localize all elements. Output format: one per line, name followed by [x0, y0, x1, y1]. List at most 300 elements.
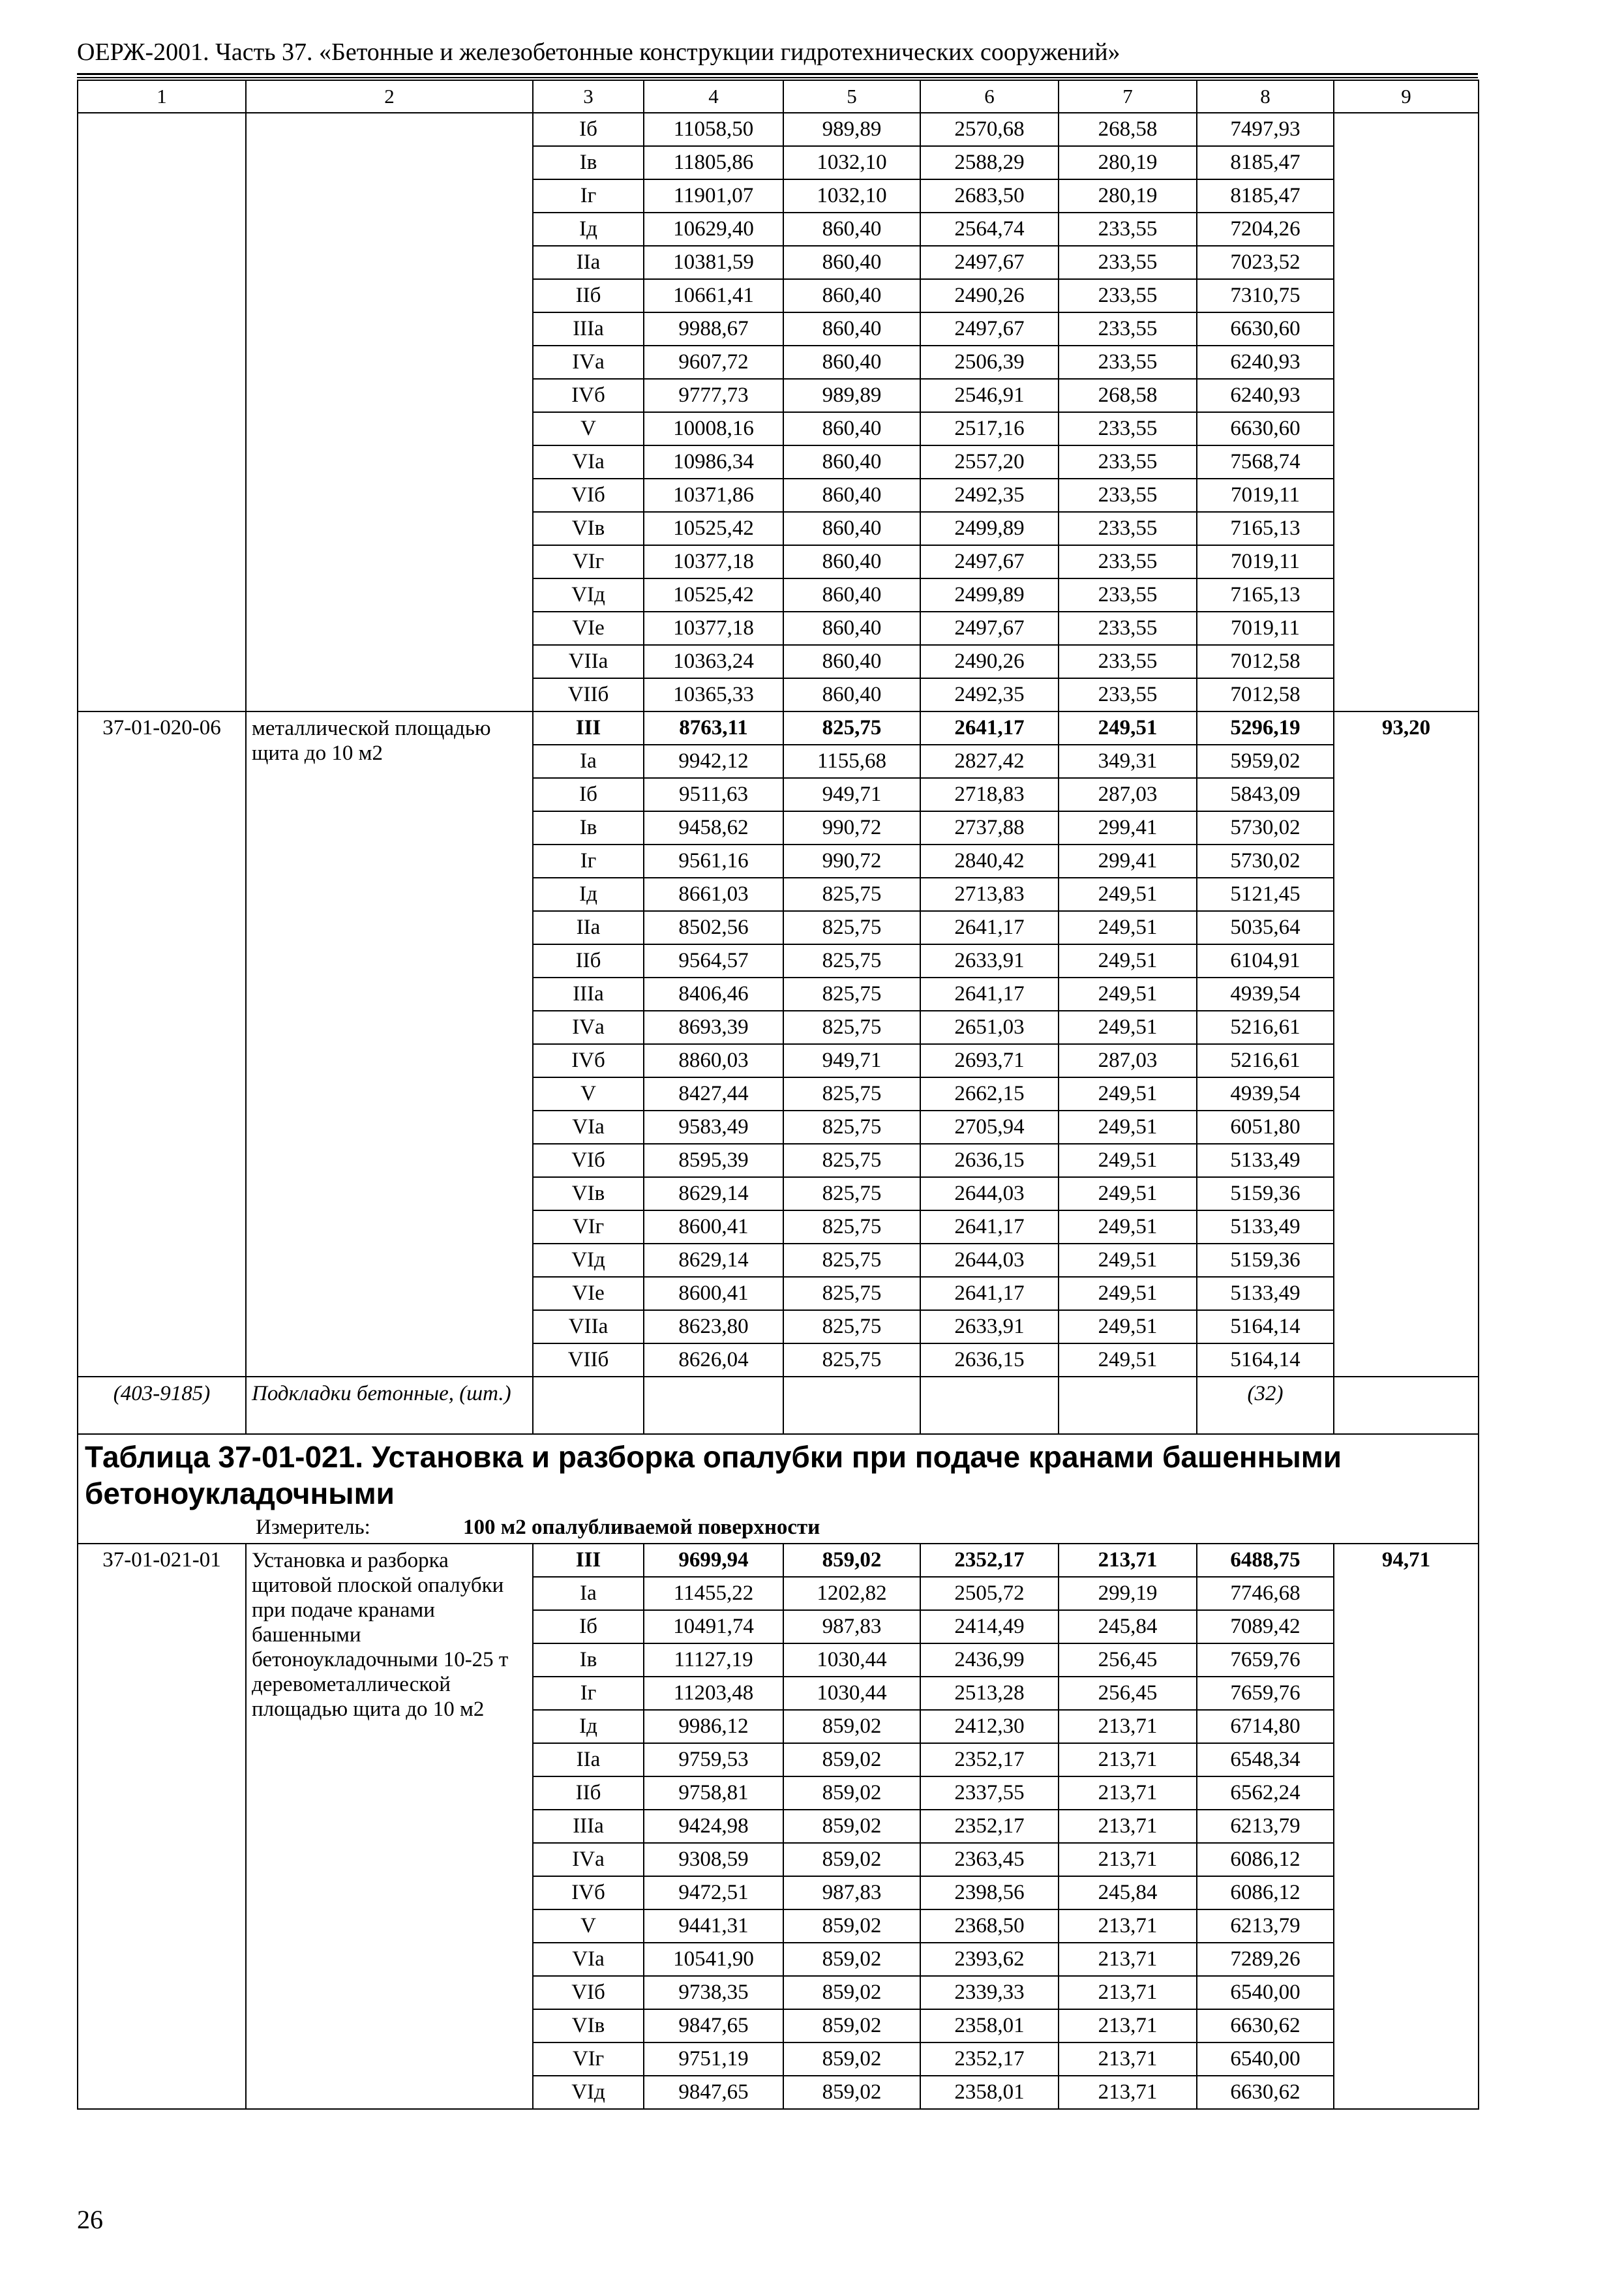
value-cell: 825,75	[783, 1210, 920, 1244]
value-cell: 860,40	[783, 512, 920, 545]
value-cell: 989,89	[783, 379, 920, 412]
value-cell: 8600,41	[644, 1277, 783, 1310]
value-cell: 2693,71	[920, 1044, 1059, 1077]
value-cell: 10661,41	[644, 279, 783, 312]
value-cell: 825,75	[783, 711, 920, 745]
value-cell: 10525,42	[644, 578, 783, 612]
value-cell: 2352,17	[920, 1544, 1059, 1577]
value-cell: 249,51	[1059, 1310, 1197, 1343]
zone-cell: IIIа	[533, 312, 644, 346]
zone-cell: VIIа	[533, 645, 644, 678]
value-cell: 7023,52	[1197, 246, 1334, 279]
empty-cell	[1334, 1377, 1479, 1434]
value-cell: 6630,60	[1197, 412, 1334, 445]
value-cell: 2358,01	[920, 2076, 1059, 2109]
value-cell: 9699,94	[644, 1544, 783, 1577]
value-cell: 2557,20	[920, 445, 1059, 479]
col-number: 6	[920, 80, 1059, 113]
value-cell: 233,55	[1059, 545, 1197, 578]
zone-cell: VIе	[533, 1277, 644, 1310]
value-cell: 287,03	[1059, 1044, 1197, 1077]
value-cell: 825,75	[783, 944, 920, 978]
value-cell: 287,03	[1059, 778, 1197, 811]
col-number: 4	[644, 80, 783, 113]
zone-cell: IIб	[533, 1776, 644, 1810]
value-cell: 233,55	[1059, 645, 1197, 678]
value-cell: 9758,81	[644, 1776, 783, 1810]
value-cell: 5121,45	[1197, 878, 1334, 911]
value-cell: 249,51	[1059, 911, 1197, 944]
value-cell: 7165,13	[1197, 578, 1334, 612]
zone-cell: VIв	[533, 512, 644, 545]
value-cell: 9308,59	[644, 1843, 783, 1876]
value-cell: 2517,16	[920, 412, 1059, 445]
value-cell: 2644,03	[920, 1244, 1059, 1277]
table-caption-row	[78, 1434, 1479, 1544]
value-cell: 5159,36	[1197, 1244, 1334, 1277]
value-cell: 249,51	[1059, 978, 1197, 1011]
value-cell: 2497,67	[920, 545, 1059, 578]
value-cell: 859,02	[783, 1710, 920, 1743]
value-cell: 7289,26	[1197, 1943, 1334, 1976]
value-cell: 6630,62	[1197, 2009, 1334, 2042]
value-cell: 10365,33	[644, 678, 783, 711]
empty-cell	[920, 1377, 1059, 1434]
value-cell: 9472,51	[644, 1876, 783, 1909]
zone-cell: VIб	[533, 1144, 644, 1177]
column-number-row	[78, 80, 1479, 113]
value-cell: 9458,62	[644, 811, 783, 845]
value-cell: 6714,80	[1197, 1710, 1334, 1743]
value-cell: 2497,67	[920, 246, 1059, 279]
value-cell: 9847,65	[644, 2076, 783, 2109]
value-cell: 280,19	[1059, 179, 1197, 213]
value-cell: 2840,42	[920, 845, 1059, 878]
value-cell: 8763,11	[644, 711, 783, 745]
zone-cell: IVб	[533, 1044, 644, 1077]
zone-cell: Iа	[533, 1577, 644, 1610]
value-cell: 1032,10	[783, 179, 920, 213]
value-cell: 1202,82	[783, 1577, 920, 1610]
rate-description: металлической площадью щита до 10 м2	[246, 711, 533, 1377]
zone-cell: VIв	[533, 2009, 644, 2042]
value-cell: 9738,35	[644, 1976, 783, 2009]
zone-cell: Iг	[533, 1677, 644, 1710]
value-cell: 2644,03	[920, 1177, 1059, 1210]
zone-cell: VIг	[533, 2042, 644, 2076]
value-cell: 249,51	[1059, 1077, 1197, 1111]
value-cell: 990,72	[783, 811, 920, 845]
value-cell: 2492,35	[920, 678, 1059, 711]
measure-line	[85, 1514, 1471, 1540]
value-cell: 860,40	[783, 578, 920, 612]
value-cell: 2570,68	[920, 113, 1059, 146]
value-cell: 6240,93	[1197, 379, 1334, 412]
zone-cell: IVб	[533, 1876, 644, 1909]
value-cell: 268,58	[1059, 379, 1197, 412]
empty-cell	[644, 1377, 783, 1434]
zone-cell: Iд	[533, 878, 644, 911]
value-cell: 9942,12	[644, 745, 783, 778]
value-cell: 8661,03	[644, 878, 783, 911]
value-cell: 11127,19	[644, 1643, 783, 1677]
zone-cell: IVб	[533, 379, 644, 412]
zone-cell: IIа	[533, 1743, 644, 1776]
note-value: (32)	[1197, 1377, 1334, 1434]
value-cell: 9847,65	[644, 2009, 783, 2042]
value-cell: 825,75	[783, 1244, 920, 1277]
value-cell: 2633,91	[920, 1310, 1059, 1343]
value-cell: 2337,55	[920, 1776, 1059, 1810]
value-cell: 860,40	[783, 412, 920, 445]
value-cell: 2827,42	[920, 745, 1059, 778]
table-row	[78, 1544, 1479, 1577]
value-cell: 213,71	[1059, 1743, 1197, 1776]
value-cell: 9583,49	[644, 1111, 783, 1144]
zone-cell: Iв	[533, 146, 644, 179]
value-cell: 233,55	[1059, 279, 1197, 312]
value-cell: 860,40	[783, 312, 920, 346]
value-cell: 2513,28	[920, 1677, 1059, 1710]
value-cell: 7497,93	[1197, 113, 1334, 146]
value-cell: 249,51	[1059, 944, 1197, 978]
value-cell: 860,40	[783, 279, 920, 312]
value-cell: 2564,74	[920, 213, 1059, 246]
zone-cell: VIг	[533, 545, 644, 578]
value-cell: 2651,03	[920, 1011, 1059, 1044]
value-cell: 2352,17	[920, 2042, 1059, 2076]
table-row	[78, 113, 1479, 146]
value-cell: 11805,86	[644, 146, 783, 179]
value-cell: 299,19	[1059, 1577, 1197, 1610]
value-cell: 2737,88	[920, 811, 1059, 845]
value-cell: 2358,01	[920, 2009, 1059, 2042]
col-number: 9	[1334, 80, 1479, 113]
value-cell: 249,51	[1059, 1011, 1197, 1044]
value-cell: 249,51	[1059, 1144, 1197, 1177]
value-cell: 859,02	[783, 1544, 920, 1577]
zone-cell: Iа	[533, 745, 644, 778]
value-cell: 859,02	[783, 1976, 920, 2009]
value-cell: 2505,72	[920, 1577, 1059, 1610]
zone-cell: IIIа	[533, 978, 644, 1011]
value-cell: 2490,26	[920, 279, 1059, 312]
value-cell: 2641,17	[920, 711, 1059, 745]
rate-description	[246, 113, 533, 711]
value-cell: 233,55	[1059, 312, 1197, 346]
value-cell: 5843,09	[1197, 778, 1334, 811]
value-cell: 213,71	[1059, 2042, 1197, 2076]
value-cell: 213,71	[1059, 1544, 1197, 1577]
value-cell: 5133,49	[1197, 1277, 1334, 1310]
value-cell: 10986,34	[644, 445, 783, 479]
estimate-table	[77, 80, 1479, 2110]
zone-cell: III	[533, 1544, 644, 1577]
value-cell: 8860,03	[644, 1044, 783, 1077]
value-cell: 6213,79	[1197, 1810, 1334, 1843]
note-description: Подкладки бетонные, (шт.)	[246, 1377, 533, 1434]
value-cell: 9424,98	[644, 1810, 783, 1843]
value-cell: 6488,75	[1197, 1544, 1334, 1577]
value-cell: 213,71	[1059, 1776, 1197, 1810]
value-cell: 6051,80	[1197, 1111, 1334, 1144]
value-cell: 213,71	[1059, 2009, 1197, 2042]
empty-cell	[533, 1377, 644, 1434]
value-cell: 7746,68	[1197, 1577, 1334, 1610]
value-cell: 2662,15	[920, 1077, 1059, 1111]
zone-cell: VIа	[533, 445, 644, 479]
value-cell: 860,40	[783, 645, 920, 678]
zone-cell: VIв	[533, 1177, 644, 1210]
header-rule-thin	[77, 77, 1478, 78]
value-cell: 990,72	[783, 845, 920, 878]
value-cell: 213,71	[1059, 1909, 1197, 1943]
empty-cell	[783, 1377, 920, 1434]
value-cell: 859,02	[783, 2009, 920, 2042]
value-cell: 2363,45	[920, 1843, 1059, 1876]
rate-code	[78, 113, 246, 711]
value-cell: 7568,74	[1197, 445, 1334, 479]
value-cell: 2506,39	[920, 346, 1059, 379]
value-cell: 859,02	[783, 1909, 920, 1943]
value-cell: 7012,58	[1197, 645, 1334, 678]
value-cell: 860,40	[783, 445, 920, 479]
value-cell: 4939,54	[1197, 978, 1334, 1011]
value-cell: 859,02	[783, 1843, 920, 1876]
zone-cell: VIа	[533, 1111, 644, 1144]
value-cell: 2497,67	[920, 312, 1059, 346]
value-cell: 4939,54	[1197, 1077, 1334, 1111]
zone-cell: VIд	[533, 2076, 644, 2109]
value-cell: 9564,57	[644, 944, 783, 978]
value-cell: 9986,12	[644, 1710, 783, 1743]
value-cell: 825,75	[783, 911, 920, 944]
value-cell: 2368,50	[920, 1909, 1059, 1943]
value-cell: 1155,68	[783, 745, 920, 778]
zone-cell: IIа	[533, 911, 644, 944]
value-cell: 825,75	[783, 1111, 920, 1144]
value-cell: 825,75	[783, 1177, 920, 1210]
value-cell: 7019,11	[1197, 479, 1334, 512]
value-cell: 233,55	[1059, 612, 1197, 645]
value-cell: 8185,47	[1197, 146, 1334, 179]
zone-cell: Iв	[533, 1643, 644, 1677]
value-cell: 2641,17	[920, 911, 1059, 944]
col-number: 3	[533, 80, 644, 113]
value-cell: 245,84	[1059, 1610, 1197, 1643]
rate-code: 37-01-021-01	[78, 1544, 246, 2109]
labour-cost: 93,20	[1334, 711, 1479, 1377]
value-cell: 10008,16	[644, 412, 783, 445]
labour-cost: 94,71	[1334, 1544, 1479, 2109]
value-cell: 8626,04	[644, 1343, 783, 1377]
value-cell: 280,19	[1059, 146, 1197, 179]
value-cell: 949,71	[783, 1044, 920, 1077]
value-cell: 2412,30	[920, 1710, 1059, 1743]
value-cell: 11901,07	[644, 179, 783, 213]
zone-cell: Iг	[533, 845, 644, 878]
value-cell: 6630,60	[1197, 312, 1334, 346]
col-number: 7	[1059, 80, 1197, 113]
value-cell: 9607,72	[644, 346, 783, 379]
value-cell: 5216,61	[1197, 1011, 1334, 1044]
col-number: 2	[246, 80, 533, 113]
value-cell: 6630,62	[1197, 2076, 1334, 2109]
value-cell: 233,55	[1059, 512, 1197, 545]
zone-cell: IIIа	[533, 1810, 644, 1843]
value-cell: 859,02	[783, 2076, 920, 2109]
table-row	[78, 711, 1479, 745]
value-cell: 5035,64	[1197, 911, 1334, 944]
zone-cell: VIа	[533, 1943, 644, 1976]
value-cell: 299,41	[1059, 811, 1197, 845]
zone-cell: IIб	[533, 279, 644, 312]
value-cell: 2636,15	[920, 1343, 1059, 1377]
zone-cell: VIб	[533, 1976, 644, 2009]
value-cell: 9759,53	[644, 1743, 783, 1776]
value-cell: 8629,14	[644, 1177, 783, 1210]
value-cell: 2414,49	[920, 1610, 1059, 1643]
value-cell: 10377,18	[644, 545, 783, 578]
value-cell: 825,75	[783, 1277, 920, 1310]
note-code: (403-9185)	[78, 1377, 246, 1434]
zone-cell: VIIа	[533, 1310, 644, 1343]
zone-cell: Iб	[533, 113, 644, 146]
value-cell: 233,55	[1059, 246, 1197, 279]
value-cell: 233,55	[1059, 412, 1197, 445]
value-cell: 860,40	[783, 246, 920, 279]
value-cell: 268,58	[1059, 113, 1197, 146]
value-cell: 2713,83	[920, 878, 1059, 911]
value-cell: 233,55	[1059, 578, 1197, 612]
value-cell: 8185,47	[1197, 179, 1334, 213]
value-cell: 860,40	[783, 612, 920, 645]
value-cell: 5730,02	[1197, 811, 1334, 845]
value-cell: 860,40	[783, 213, 920, 246]
zone-cell: Iд	[533, 1710, 644, 1743]
value-cell: 6240,93	[1197, 346, 1334, 379]
value-cell: 2352,17	[920, 1810, 1059, 1843]
value-cell: 6213,79	[1197, 1909, 1334, 1943]
value-cell: 8406,46	[644, 978, 783, 1011]
value-cell: 11058,50	[644, 113, 783, 146]
value-cell: 213,71	[1059, 1976, 1197, 2009]
zone-cell: IIа	[533, 246, 644, 279]
value-cell: 9777,73	[644, 379, 783, 412]
value-cell: 5216,61	[1197, 1044, 1334, 1077]
value-cell: 9751,19	[644, 2042, 783, 2076]
value-cell: 249,51	[1059, 1177, 1197, 1210]
material-note-row	[78, 1377, 1479, 1434]
value-cell: 2641,17	[920, 1210, 1059, 1244]
value-cell: 256,45	[1059, 1643, 1197, 1677]
page-number: 26	[77, 2205, 103, 2234]
value-cell: 860,40	[783, 479, 920, 512]
value-cell: 6104,91	[1197, 944, 1334, 978]
value-cell: 6562,24	[1197, 1776, 1334, 1810]
value-cell: 249,51	[1059, 1210, 1197, 1244]
value-cell: 11455,22	[644, 1577, 783, 1610]
rate-code: 37-01-020-06	[78, 711, 246, 1377]
value-cell: 7659,76	[1197, 1677, 1334, 1710]
value-cell: 2546,91	[920, 379, 1059, 412]
value-cell: 7019,11	[1197, 612, 1334, 645]
value-cell: 825,75	[783, 1077, 920, 1111]
col-number: 1	[78, 80, 246, 113]
header-rule	[77, 73, 1478, 75]
value-cell: 6540,00	[1197, 2042, 1334, 2076]
zone-cell: Iб	[533, 778, 644, 811]
value-cell: 5164,14	[1197, 1343, 1334, 1377]
zone-cell: V	[533, 1909, 644, 1943]
value-cell: 859,02	[783, 1776, 920, 1810]
value-cell: 987,83	[783, 1876, 920, 1909]
value-cell: 2436,99	[920, 1643, 1059, 1677]
value-cell: 7659,76	[1197, 1643, 1334, 1677]
value-cell: 249,51	[1059, 878, 1197, 911]
value-cell: 8595,39	[644, 1144, 783, 1177]
value-cell: 1030,44	[783, 1677, 920, 1710]
value-cell: 2339,33	[920, 1976, 1059, 2009]
value-cell: 5133,49	[1197, 1210, 1334, 1244]
value-cell: 2497,67	[920, 612, 1059, 645]
value-cell: 6086,12	[1197, 1876, 1334, 1909]
col-number: 8	[1197, 80, 1334, 113]
value-cell: 859,02	[783, 1743, 920, 1776]
value-cell: 233,55	[1059, 445, 1197, 479]
table-body	[78, 80, 1479, 2109]
value-cell: 249,51	[1059, 1343, 1197, 1377]
zone-cell: VIIб	[533, 1343, 644, 1377]
value-cell: 2393,62	[920, 1943, 1059, 1976]
value-cell: 1030,44	[783, 1643, 920, 1677]
value-cell: 7310,75	[1197, 279, 1334, 312]
zone-cell: Iд	[533, 213, 644, 246]
value-cell: 6540,00	[1197, 1976, 1334, 2009]
value-cell: 825,75	[783, 1310, 920, 1343]
value-cell: 8600,41	[644, 1210, 783, 1244]
zone-cell: IVа	[533, 346, 644, 379]
value-cell: 2636,15	[920, 1144, 1059, 1177]
rate-description: Установка и разборка щитовой плоской опалубки при подаче кранами башенными бетоноукладочными 10-25 т деревометаллической площадью щита до 10 м2	[246, 1544, 533, 2109]
value-cell: 7089,42	[1197, 1610, 1334, 1643]
value-cell: 2633,91	[920, 944, 1059, 978]
col-number: 5	[783, 80, 920, 113]
zone-cell: VIб	[533, 479, 644, 512]
value-cell: 8629,14	[644, 1244, 783, 1277]
value-cell: 825,75	[783, 1343, 920, 1377]
value-cell: 233,55	[1059, 346, 1197, 379]
value-cell: 825,75	[783, 978, 920, 1011]
value-cell: 7012,58	[1197, 678, 1334, 711]
value-cell: 233,55	[1059, 479, 1197, 512]
value-cell: 213,71	[1059, 1943, 1197, 1976]
zone-cell: V	[533, 1077, 644, 1111]
value-cell: 7019,11	[1197, 545, 1334, 578]
value-cell: 2718,83	[920, 778, 1059, 811]
value-cell: 859,02	[783, 1943, 920, 1976]
value-cell: 249,51	[1059, 1277, 1197, 1310]
value-cell: 5159,36	[1197, 1177, 1334, 1210]
value-cell: 213,71	[1059, 1843, 1197, 1876]
value-cell: 2705,94	[920, 1111, 1059, 1144]
value-cell: 6548,34	[1197, 1743, 1334, 1776]
value-cell: 213,71	[1059, 2076, 1197, 2109]
value-cell: 9441,31	[644, 1909, 783, 1943]
value-cell: 213,71	[1059, 1710, 1197, 1743]
zone-cell: Iб	[533, 1610, 644, 1643]
zone-cell: IVа	[533, 1011, 644, 1044]
